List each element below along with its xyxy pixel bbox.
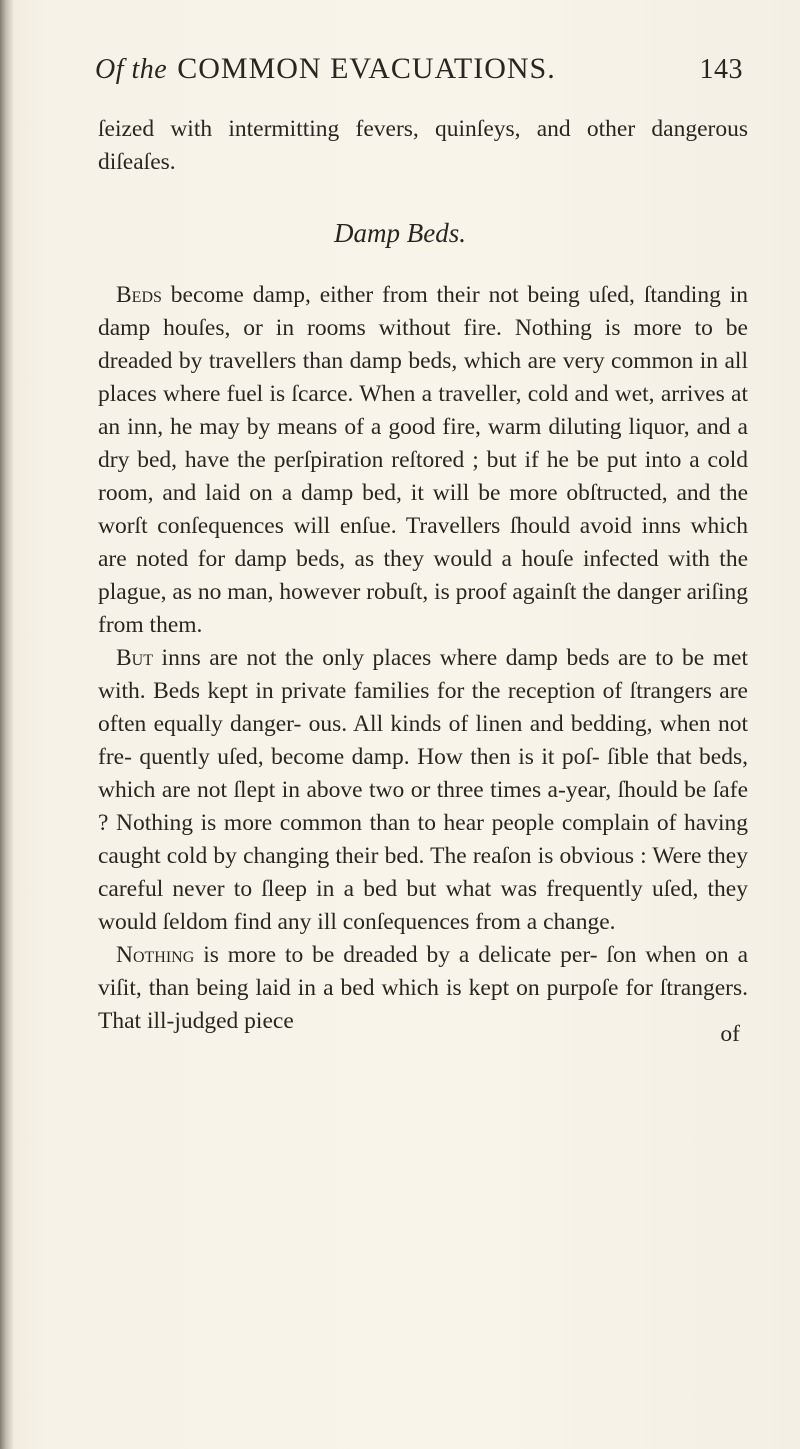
paragraph-text: is more to be dreaded by a delicate per- ſon when on a viſit, than being laid in a bed which is kept on purpoſe for ſtrangers. That ill-judged piece [98, 942, 748, 1034]
paragraph-text: inns are not the only places where damp beds are to be met with. Beds kept in private families for the reception of ſtrangers are often equally danger- ous. All kinds of linen and bedding, when not fre- quently uſed, become damp. How then is it poſ- ſible that beds, which are not ſlept in above two or three times a-year, ſhould be ſafe ? Nothing is more common than to hear people complain of having caught cold by changing their bed. The reaſon is obvious : Were they careful never to ſleep in a bed but what was frequently uſed, they would ſeldom find any ill conſequences from a change. [98, 645, 748, 935]
running-head-prefix: Of the [95, 54, 168, 85]
page-number: 143 [699, 54, 743, 85]
body-text [98, 279, 748, 1038]
paragraph-2 [98, 642, 748, 939]
continuation-block [98, 113, 748, 179]
paragraph-lead-word: Nothing [116, 942, 195, 968]
paragraph-1 [98, 279, 748, 642]
running-head [95, 52, 755, 96]
running-head-title: COMMON EVACUATIONS. [177, 52, 556, 85]
paragraph-3 [98, 939, 748, 1038]
section-heading: Damp Beds. [334, 218, 466, 248]
paragraph-lead-word: But [116, 645, 154, 671]
continuation-paragraph: ſeized with intermitting fevers, quinſeys, and other dangerous diſeaſes. [98, 116, 748, 175]
paragraph-text: become damp, either from their not being uſed, ſtanding in damp houſes, or in rooms without fire. Nothing is more to be dreaded by travellers than damp beds, which are very common in all places where fuel is ſcarce. When a traveller, cold and wet, arrives at an inn, he may by means of a good fire, warm diluting liquor, and a dry bed, have the perſpiration reſtored ; but if he be put into a cold room, and laid on a damp bed, it will be more obſtructed, and the worſt conſequences will enſue. Travellers ſhould avoid inns which are noted for damp beds, as they would a houſe infected with the plague, as no man, however robuſt, is proof againſt the danger ariſing from them. [98, 282, 748, 638]
catchword: of [720, 1021, 740, 1047]
paragraph-lead-word: Beds [116, 282, 162, 308]
